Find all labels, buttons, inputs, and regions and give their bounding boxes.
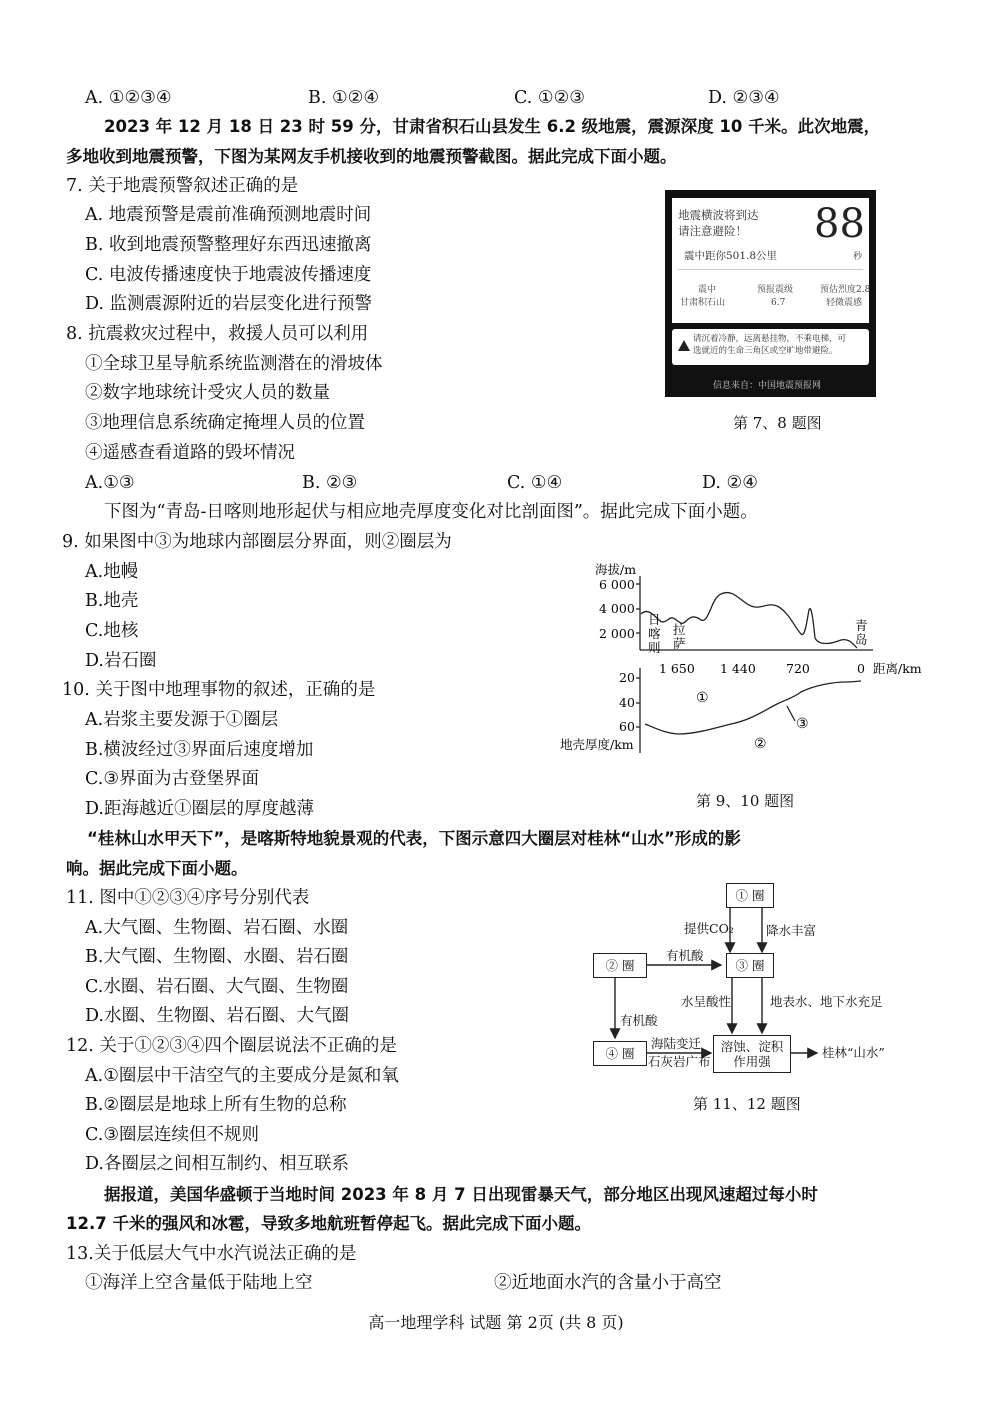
safety-tip-card [672,329,869,365]
q9-option-a: A.地幔 [85,562,139,582]
intensity-value: 轻微震感 [826,298,863,308]
tick-0: 0 [857,661,865,676]
q13-stem: 13.关于低层大气中水汽说法正确的是 [66,1244,357,1264]
dissolution-line2: 作用强 [733,1054,771,1069]
info-source: 信息来自：中国地震预报网 [713,381,822,391]
intro1-line1: 2023 年 12 月 18 日 23 时 59 分，甘肃省积石山县发生 6.2 级地震，震源深度 10 千米。此次地震， [104,117,881,136]
countdown-unit: 秒 [853,252,863,262]
q8-option-c: C. ①④ [507,473,563,493]
epicenter-header: 震中 [698,285,717,295]
q7-option-c: C. 电波传播速度快于地震波传播速度 [85,265,372,285]
crust-profile-diagram [555,558,935,758]
prev-option-a: A. ①②③④ [85,88,172,108]
label-organic-acid-1: 有机酸 [666,948,704,963]
intro3-line1: “桂林山水甲天下”，是喀斯特地貌景观的代表，下图示意四大圈层对桂林“山水”形成的影 [87,829,741,848]
tick-2000: 2 000 [599,626,635,641]
tick-20: 20 [619,670,635,685]
q12-option-c: C.③圈层连续但不规则 [85,1125,260,1145]
prev-option-d: D. ②③④ [708,88,780,108]
sphere-box-3: ③ 圈 [726,953,774,978]
q10-option-d: D.距海越近①圈层的厚度越薄 [85,799,314,819]
tick-60: 60 [619,719,635,734]
intro4-line2: 12.7 千米的强风和冰雹，导致多地航班暂停起飞。据此完成下面小题。 [66,1214,591,1233]
label-rikaze-3: 则 [648,640,661,655]
q8-item-2: ②数字地球统计受灾人员的数量 [85,383,330,403]
magnitude-value: 6.7 [771,298,786,308]
tick-40: 40 [619,695,635,710]
sphere-box-1: ① 圈 [726,883,774,908]
sphere-flow-diagram [585,878,925,1088]
label-rikaze-1: 日 [648,612,661,627]
q9-option-b: B.地壳 [85,591,139,611]
q11-option-d: D.水圈、生物圈、岩石圈、大气圈 [85,1006,349,1026]
q7-option-a: A. 地震预警是震前准确预测地震时间 [85,205,372,225]
boundary-3-pointer [787,706,795,721]
intensity-header: 预估烈度2.8 [820,285,871,295]
q8-item-1: ①全球卫星导航系统监测潜在的滑坡体 [85,354,383,374]
tick-1440: 1 440 [720,661,756,676]
tick-4000: 4 000 [599,601,635,616]
boundary-3-marker: ③ [796,716,809,732]
q12-stem: 12. 关于①②③④四个圈层说法不正确的是 [66,1036,397,1056]
elevation-axis-label: 海拔/m [595,562,637,577]
tick-6000: 6 000 [599,577,635,592]
label-rikaze-2: 喀 [648,626,661,641]
prev-option-b: B. ①②④ [308,88,380,108]
q8-option-a: A.①③ [85,473,135,493]
label-qingdao-1: 青 [855,618,868,633]
q10-option-c: C.③界面为古登堡界面 [85,769,260,789]
q12-option-a: A.①圈层中干洁空气的主要成分是氮和氧 [85,1066,399,1086]
q9-option-d: D.岩石圈 [85,651,157,671]
dissolution-line1: 溶蚀、淀积 [720,1039,784,1054]
distance-axis-label: 距离/km [873,661,922,676]
safety-tip-line2: 选就近的生命三角区或空旷地带避险。 [693,346,838,356]
label-limestone: 石灰岩广布 [648,1054,711,1069]
figure-caption-11-12: 第 11、12 题图 [693,1095,801,1113]
figure-caption-9-10: 第 9、10 题图 [696,792,795,810]
label-qingdao-2: 岛 [855,632,868,647]
page-footer: 高一地理学科 试题 第 2页 (共 8 页) [368,1313,624,1332]
layer-2-marker: ② [754,736,767,752]
q12-option-d: D.各圈层之间相互制约、相互联系 [85,1154,349,1174]
epicenter-value: 甘肃积石山 [680,298,726,308]
thickness-axis-label: 地壳厚度/km [560,737,634,752]
q8-item-4: ④遥感查看道路的毁坏情况 [85,443,295,463]
layer-1-marker: ① [696,690,709,706]
label-water-supply: 地表水、地下水充足 [770,994,883,1009]
label-co2: 提供CO₂ [684,921,734,936]
moho-boundary-line [645,681,861,734]
epicenter-distance: 震中距你501.8公里 [684,250,778,262]
tick-1650: 1 650 [659,661,695,676]
label-lasa-2: 萨 [673,636,686,651]
q8-option-d: D. ②④ [702,473,758,493]
dissolution-box [713,1035,791,1073]
warning-message-line1: 地震横波将到达 [678,208,759,222]
warning-triangle-icon [678,340,690,351]
warning-card [672,198,869,323]
intro2: 下图为“青岛-日喀则地形起伏与相应地壳厚度变化对比剖面图”。据此完成下面小题。 [104,502,758,522]
q11-stem: 11. 图中①②③④序号分别代表 [66,888,310,908]
sphere-box-4: ④ 圈 [593,1041,647,1066]
q7-option-d: D. 监测震源附近的岩层变化进行预警 [85,294,373,314]
safety-tip-line1: 请沉着冷静，远离悬挂物，不乘电梯，可 [693,334,847,344]
q9-stem: 9. 如果图中③为地球内部圈层分界面，则②圈层为 [62,532,452,552]
label-organic-acid-2: 有机酸 [620,1013,658,1028]
intro3-line2: 响。据此完成下面小题。 [66,859,248,878]
q10-option-b: B.横波经过③界面后速度增加 [85,740,314,760]
q13-item-2: ②近地面水汽的含量小于高空 [494,1273,722,1293]
earthquake-warning-screenshot [665,190,876,397]
tick-720: 720 [786,661,810,676]
intro1-line2: 多地收到地震预警，下图为某网友手机接收到的地震预警截图。据此完成下面小题。 [66,147,677,166]
q8-stem: 8. 抗震救灾过程中，救援人员可以利用 [66,324,369,344]
q11-option-c: C.水圈、岩石圈、大气圈、生物圈 [85,977,349,997]
label-acidic-water: 水呈酸性 [681,994,732,1009]
q8-item-3: ③地理信息系统确定掩埋人员的位置 [85,413,365,433]
card-divider [678,269,863,270]
magnitude-header: 预报震级 [757,285,794,295]
label-rain: 降水丰富 [766,923,817,938]
q9-option-c: C.地核 [85,621,139,641]
intro4-line1: 据报道，美国华盛顿于当地时间 2023 年 8 月 7 日出现雷暴天气，部分地区出现风速超过每小时 [104,1185,818,1204]
label-guilin-landscape: 桂林“山水” [822,1045,885,1060]
sphere-box-2: ② 圈 [593,953,647,978]
label-lasa-1: 拉 [673,622,686,637]
countdown-number: 88 [814,201,865,247]
q12-option-b: B.②圈层是地球上所有生物的总称 [85,1095,347,1115]
q11-option-b: B.大气圈、生物圈、水圈、岩石圈 [85,947,349,967]
prev-option-c: C. ①②③ [514,88,585,108]
figure-caption-7-8: 第 7、8 题图 [733,414,822,432]
q13-item-1: ①海洋上空含量低于陆地上空 [85,1273,313,1293]
warning-message-line2: 请注意避险！ [678,224,747,238]
q8-option-b: B. ②③ [302,473,358,493]
q7-stem: 7. 关于地震预警叙述正确的是 [66,176,299,196]
label-sea-land-change: 海陆变迁 [651,1036,702,1051]
q7-option-b: B. 收到地震预警整理好东西迅速撤离 [85,235,372,255]
q10-option-a: A.岩浆主要发源于①圈层 [85,710,279,730]
q11-option-a: A.大气圈、生物圈、岩石圈、水圈 [85,918,349,938]
q10-stem: 10. 关于图中地理事物的叙述，正确的是 [62,680,376,700]
